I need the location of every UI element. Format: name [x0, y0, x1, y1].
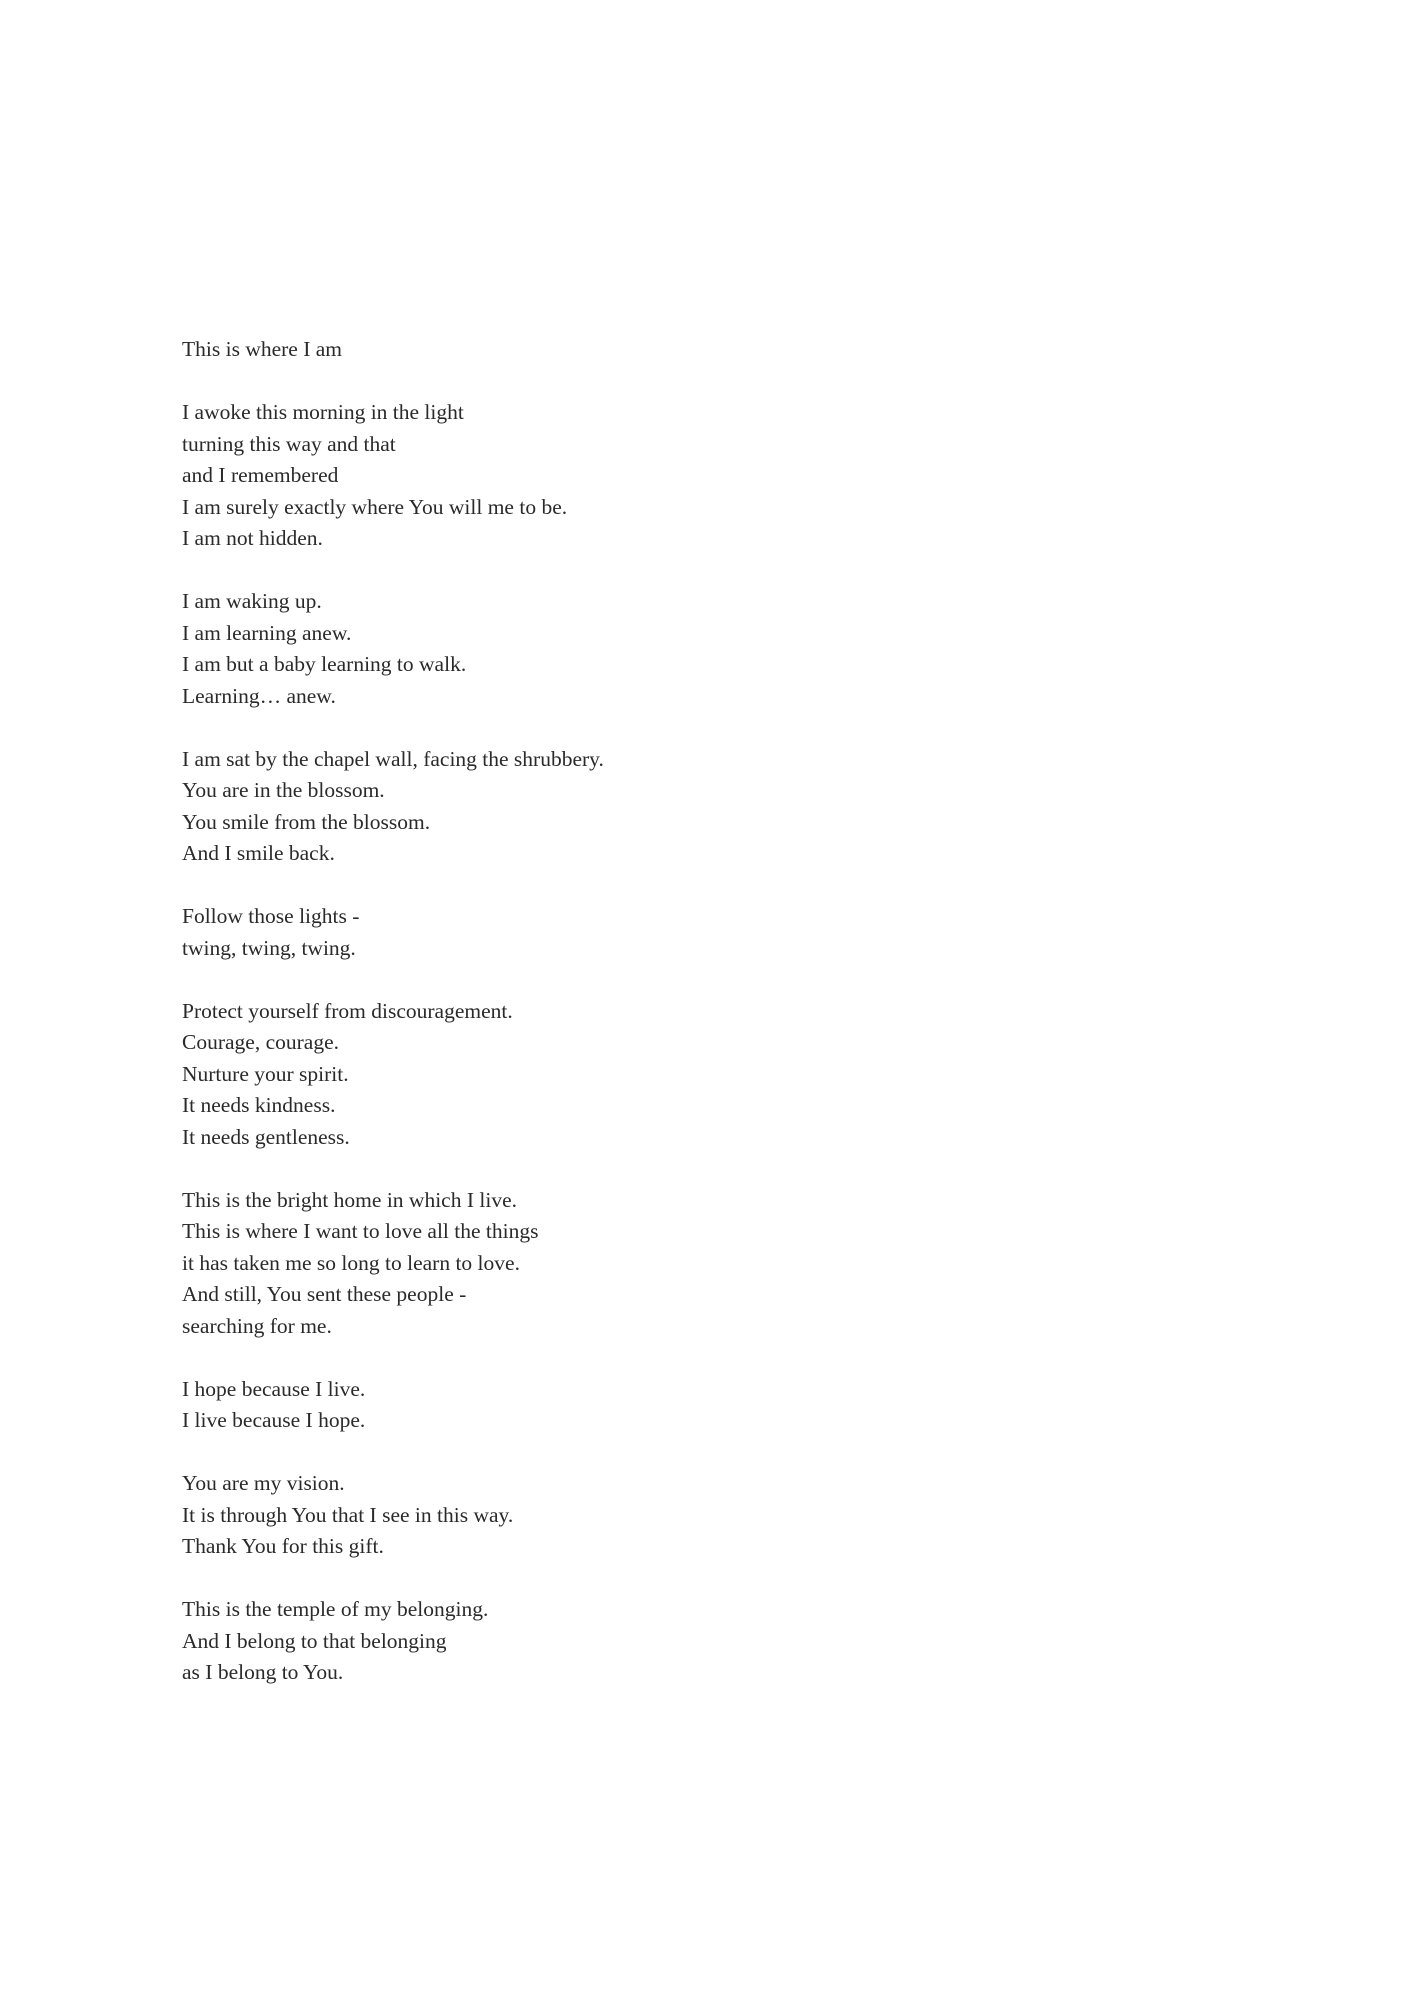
poem-body — [182, 397, 1182, 1689]
poem-line: searching for me. — [182, 1313, 332, 1338]
poem-line: as I belong to You. — [182, 1660, 344, 1684]
poem-line: You are my vision. — [182, 1471, 345, 1495]
poem-line: turning this way and that — [182, 431, 396, 456]
poem-line: It is through You that I see in this way. — [182, 1502, 514, 1527]
poem-line: This is where I want to love all the things — [182, 1219, 539, 1243]
poem-line: And I smile back. — [182, 841, 335, 865]
stanza — [182, 1468, 1182, 1563]
stanza — [182, 1594, 1182, 1689]
poem-line: Courage, courage. — [182, 1030, 339, 1054]
poem-line: You smile from the blossom. — [182, 809, 431, 834]
poem-line: I am not hidden. — [182, 526, 323, 550]
stanza — [182, 1374, 1182, 1437]
poem-line: It needs kindness. — [182, 1093, 336, 1117]
stanza — [182, 1185, 1182, 1343]
poem-line: I am but a baby learning to walk. — [182, 652, 467, 676]
poem-line: Nurture your spirit. — [182, 1061, 349, 1086]
poem-line: And still, You sent these people - — [182, 1282, 467, 1306]
poem-line: it has taken me so long to learn to love. — [182, 1250, 520, 1275]
poem-line: And I belong to that belonging — [182, 1628, 447, 1653]
poem-line: and I remembered — [182, 463, 339, 487]
poem — [182, 334, 1182, 1720]
stanza — [182, 901, 1182, 964]
stanza — [182, 996, 1182, 1154]
poem-line: This is the bright home in which I live. — [182, 1187, 517, 1212]
poem-line: You are in the blossom. — [182, 778, 385, 802]
poem-line: This is the temple of my belonging. — [182, 1597, 489, 1621]
poem-title: This is where I am — [182, 337, 343, 361]
poem-line: I awoke this morning in the light — [182, 400, 464, 424]
poem-line: I am sat by the chapel wall, facing the shrubbery. — [182, 746, 604, 771]
stanza — [182, 397, 1182, 555]
poem-line: Protect yourself from discouragement. — [182, 998, 513, 1023]
stanza — [182, 744, 1182, 870]
poem-line: I hope because I live. — [182, 1376, 366, 1401]
poem-line: Learning… anew. — [182, 683, 336, 708]
poem-line: Follow those lights - — [182, 904, 360, 928]
poem-line: Thank You for this gift. — [182, 1534, 384, 1558]
poem-line: I am learning anew. — [182, 620, 352, 645]
poem-line: I am surely exactly where You will me to be. — [182, 494, 568, 519]
poem-line: I live because I hope. — [182, 1408, 366, 1432]
stanza — [182, 586, 1182, 712]
poem-line: I am waking up. — [182, 589, 322, 613]
poem-line: It needs gentleness. — [182, 1124, 350, 1149]
poem-line: twing, twing, twing. — [182, 935, 356, 960]
